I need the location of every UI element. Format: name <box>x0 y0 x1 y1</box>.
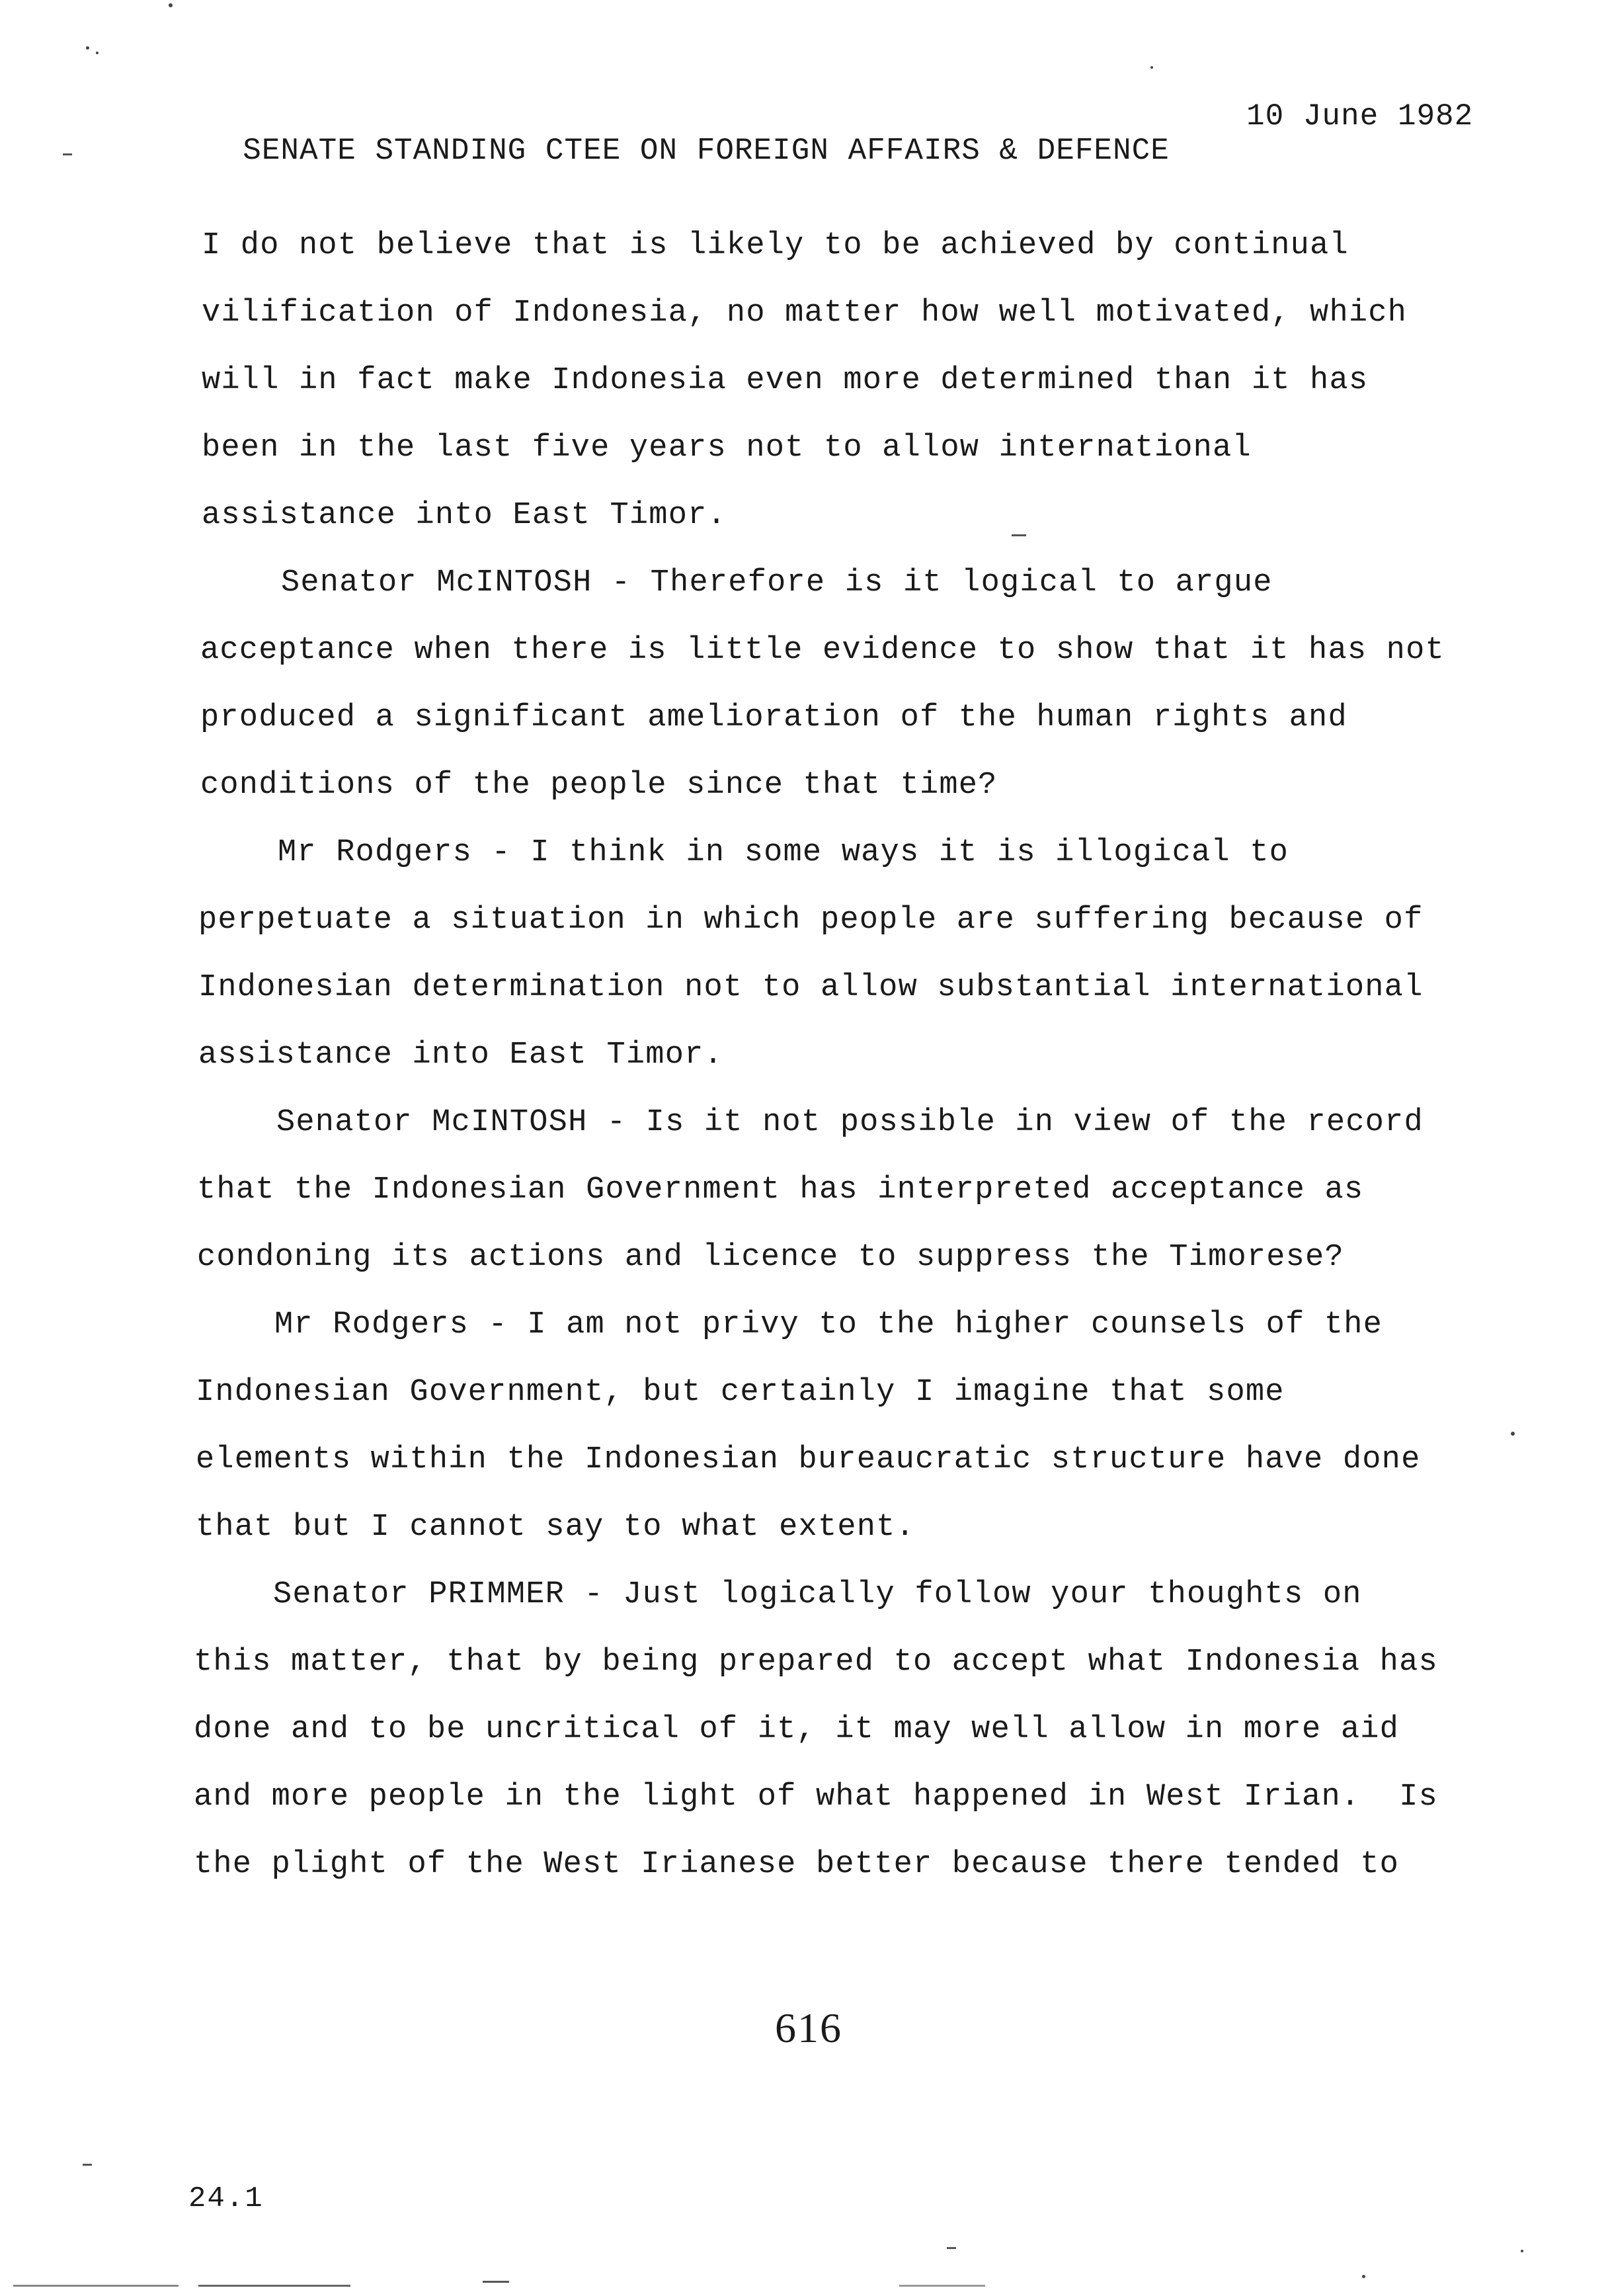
text-line: assistance into East Timor. <box>198 1038 723 1073</box>
scan-mark <box>947 2247 956 2249</box>
speaker-line: Mr Rodgers - I am not privy to the higher counsels of the <box>274 1307 1383 1342</box>
text-line: the plight of the West Irianese better because there tended to <box>194 1847 1400 1882</box>
scan-speck <box>86 46 89 50</box>
text-line: vilification of Indonesia, no matter how well motivated, which <box>202 296 1408 331</box>
text-line: been in the last five years not to allow international <box>202 430 1252 466</box>
speaker-line: Mr Rodgers - I think in some ways it is illogical to <box>278 835 1289 870</box>
text-line: assistance into East Timor. <box>202 498 727 533</box>
speaker-line: Senator McINTOSH - Is it not possible in view of the record <box>276 1105 1424 1140</box>
page-header <box>205 99 1527 168</box>
text-line: conditions of the people since that time? <box>200 768 998 803</box>
text-line: Indonesian Government, but certainly I imagine that some <box>196 1375 1285 1410</box>
text-line: will in fact make Indonesia even more determined than it has <box>202 363 1369 398</box>
document-code: 24.1 <box>188 2182 264 2215</box>
header-title: SENATE STANDING CTEE ON FOREIGN AFFAIRS & DEFENCE <box>243 134 1170 168</box>
scan-mark <box>63 153 72 155</box>
speaker-line: Senator McINTOSH - Therefore is it logical to argue <box>281 565 1273 600</box>
scan-speck <box>1521 2250 1523 2252</box>
scan-mark <box>198 2285 350 2287</box>
scan-mark <box>483 2281 509 2283</box>
text-line: I do not believe that is likely to be achieved by continual <box>202 228 1349 263</box>
text-line: perpetuate a situation in which people are suffering because of <box>198 903 1424 938</box>
scan-speck <box>1511 1432 1515 1436</box>
header-date: 10 June 1982 <box>1246 99 1474 134</box>
page-number: 616 <box>775 2004 842 2051</box>
scan-speck <box>1362 2275 1365 2278</box>
text-line: done and to be uncritical of it, it may well allow in more aid <box>194 1712 1400 1747</box>
scan-speck <box>1150 66 1153 69</box>
scan-speck <box>169 3 173 7</box>
text-line: that but I cannot say to what extent. <box>196 1510 915 1545</box>
text-line: acceptance when there is little evidence to show that it has not <box>200 633 1445 668</box>
scan-mark <box>83 2164 92 2166</box>
scan-mark <box>13 2285 179 2287</box>
scan-speck <box>96 52 99 54</box>
text-line: this matter, that by being prepared to accept what Indonesia has <box>194 1645 1438 1680</box>
text-line: that the Indonesian Government has interpreted acceptance as <box>197 1172 1364 1208</box>
scan-mark <box>1012 534 1026 536</box>
text-line: produced a significant amelioration of the human rights and <box>200 700 1347 735</box>
scan-mark <box>899 2285 985 2287</box>
text-line: and more people in the light of what happened in West Irian. Is <box>194 1780 1438 1815</box>
text-line: Indonesian determination not to allow substantial international <box>198 970 1424 1005</box>
speaker-line: Senator PRIMMER - Just logically follow your thoughts on <box>273 1577 1362 1612</box>
text-line: elements within the Indonesian bureaucratic structure have done <box>196 1442 1421 1477</box>
text-line: condoning its actions and licence to suppress the Timorese? <box>197 1240 1344 1275</box>
